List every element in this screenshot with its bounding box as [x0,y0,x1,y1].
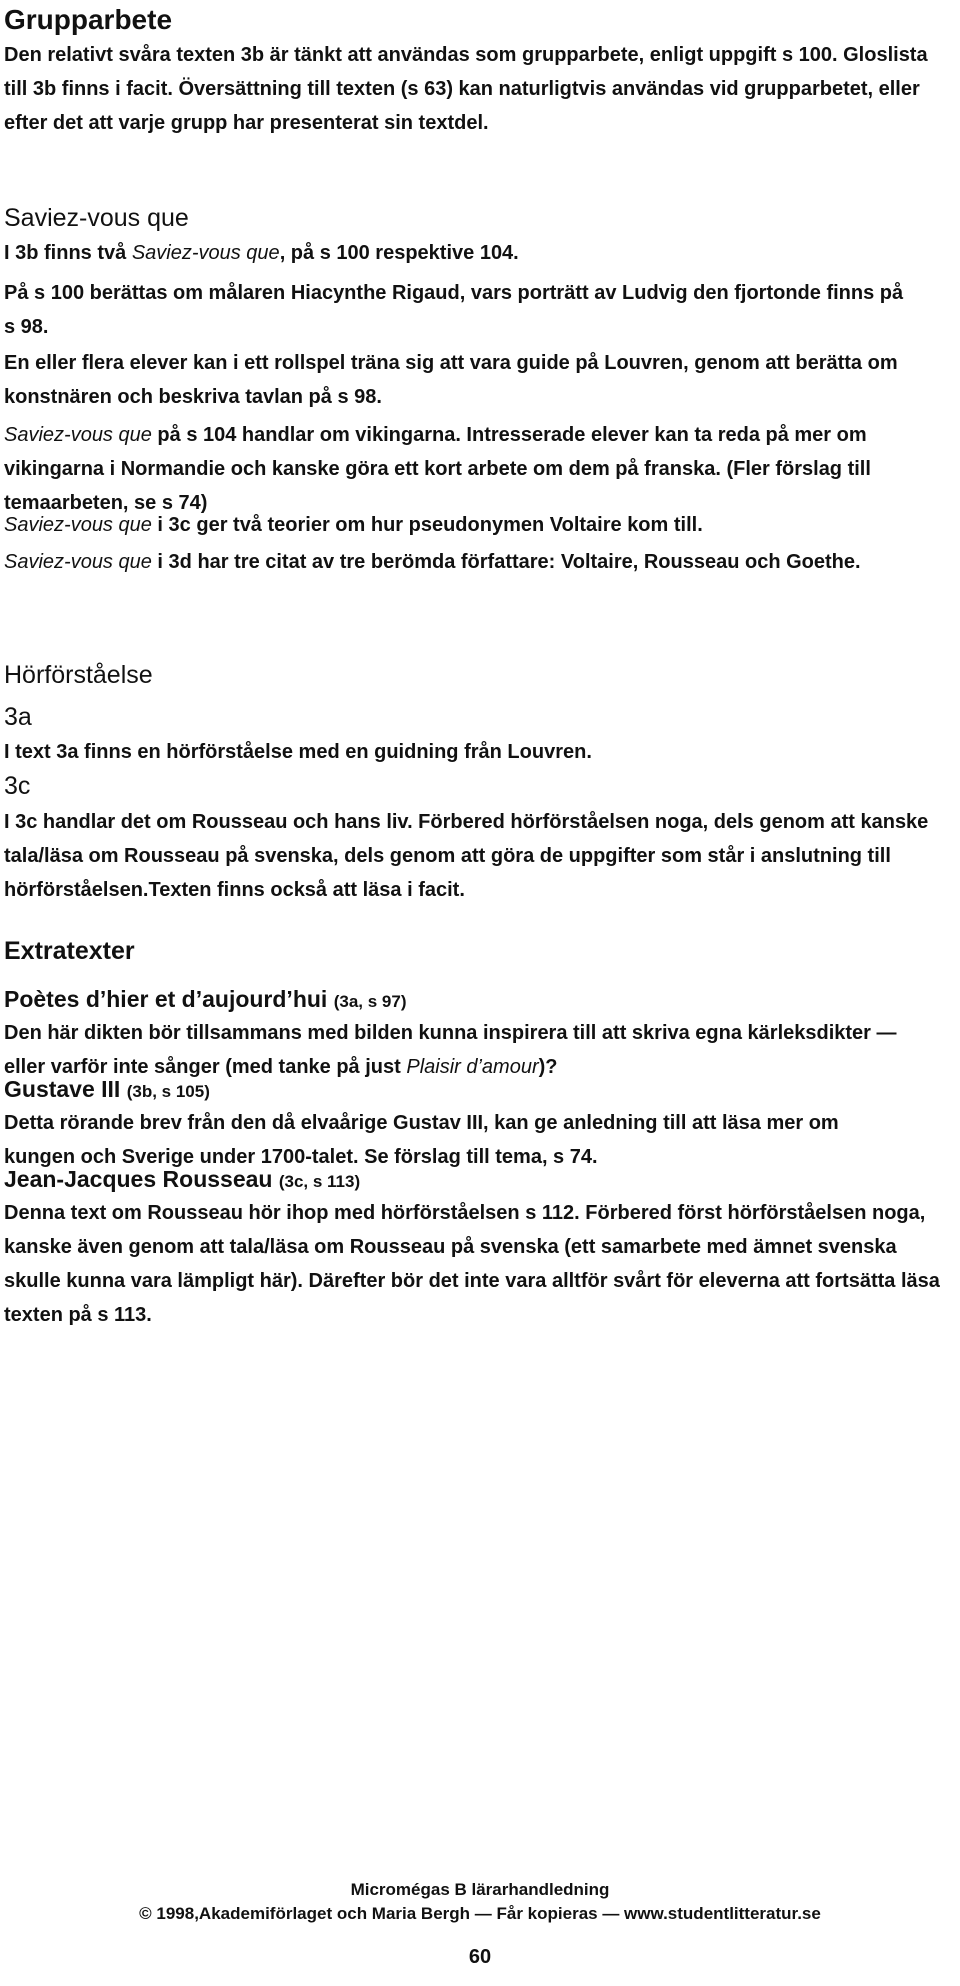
extratext-item-2 [4,1075,954,1174]
heading-saviez-vous-que: Saviez-vous que [4,204,189,232]
extratext-ref: (3a, s 97) [333,992,407,1011]
saviez-paragraph-4 [4,418,934,520]
extratext-title-row [4,1075,954,1106]
footer-title: Micromégas B lärarhandledning [350,1880,610,1899]
saviez-paragraph-3: En eller flera elever kan i ett rollspel träna sig att vara guide på Louvren, genom att berätta om konstnären och beskriva tavlan på s 98. [4,352,898,408]
saviez-paragraph-1 [4,236,954,270]
extratext-item-1 [4,985,954,1084]
saviez-p5-italic: Saviez-vous que [4,514,152,536]
heading-horforstaelse: Hörförståelse [4,661,153,689]
footer-copyright: © 1998,Akademiförlaget och Maria Bergh — Får kopieras — www.studentlitteratur.se [139,1904,821,1923]
saviez-p6-text: i 3d har tre citat av tre berömda författare: Voltaire, Rousseau och Goethe. [151,551,861,573]
saviez-paragraph-6 [4,545,934,579]
extratext-title: Gustave III [4,1076,121,1102]
heading-extratexter: Extratexter [4,937,135,965]
extratext-body [4,1016,934,1084]
extratext-body-italic: Plaisir d’amour [406,1056,539,1078]
saviez-p4-text: på s 104 handlar om vikingarna. Intresserade elever kan ta reda på mer om vikingarna i Normandie och kanske göra ett kort arbete om dem på franska. (Fler förslag till temaarbeten, se s 74) [4,424,871,514]
horforstaelse-3a-text: I text 3a finns en hörförståelse med en guidning från Louvren. [4,741,592,763]
extratext-title: Poètes d’hier et d’aujourd’hui [4,986,328,1012]
saviez-paragraph-5 [4,508,954,542]
extratext-title: Jean-Jacques Rousseau [4,1166,273,1192]
saviez-p1-italic: Saviez-vous que [131,242,280,264]
label-3a: 3a [4,703,32,731]
saviez-paragraph-2: På s 100 berättas om målaren Hiacynthe Rigaud, vars porträtt av Ludvig den fjortonde finns på s 98. [4,282,904,338]
extratext-title-row [4,1165,954,1196]
extratext-ref: (3c, s 113) [278,1172,361,1191]
saviez-p1-text: I 3b finns två [4,242,132,264]
extratext-body-text-end: )? [538,1056,558,1078]
extratext-title-row [4,985,954,1016]
extratext-body-text: Den här dikten bör tillsammans med bilden kunna inspirera till att skriva egna kärleksdikter — eller varför inte sånger (med tanke på just [4,1022,897,1078]
saviez-p5-text: i 3c ger två teorier om hur pseudonymen Voltaire kom till. [151,514,703,536]
extratext-body: Denna text om Rousseau hör ihop med hörförståelsen s 112. Förbered först hörförståelsen noga, kanske även genom att tala/läsa om Rousseau på svenska (ett samarbete med ämnet svenska skulle kunna vara lämpligt här). Därefter bör det inte vara alltför svårt för eleverna att fortsätta läsa texten på s 113. [4,1202,940,1326]
label-3c: 3c [4,772,31,800]
horforstaelse-3c-text: I 3c handlar det om Rousseau och hans liv. Förbered hörförståelsen noga, dels genom att kanske tala/läsa om Rousseau på svenska, dels genom att göra de uppgifter som står i anslutning till hörförståelsen.Texten finns också att läsa i facit. [4,811,929,901]
saviez-p4-italic: Saviez-vous que [4,424,152,446]
heading-grupparbete: Grupparbete [4,4,173,35]
extratext-body: Detta rörande brev från den då elvaårige Gustav III, kan ge anledning till att läsa mer om kungen och Sverige under 1700-talet. Se förslag till tema, s 74. [4,1112,839,1168]
saviez-p6-italic: Saviez-vous que [4,551,152,573]
saviez-p1-text-end: , på s 100 respektive 104. [279,242,519,264]
extratext-item-3 [4,1165,954,1332]
grupparbete-paragraph: Den relativt svåra texten 3b är tänkt att användas som grupparbete, enligt uppgift s 100. Gloslista till 3b finns i facit. Översättning till texten (s 63) kan naturligtvis användas vid grupparbetet, eller efter det att varje grupp har presenterat sin textdel. [4,44,928,134]
extratext-ref: (3b, s 105) [126,1082,210,1101]
page-number: 60 [468,1946,492,1968]
